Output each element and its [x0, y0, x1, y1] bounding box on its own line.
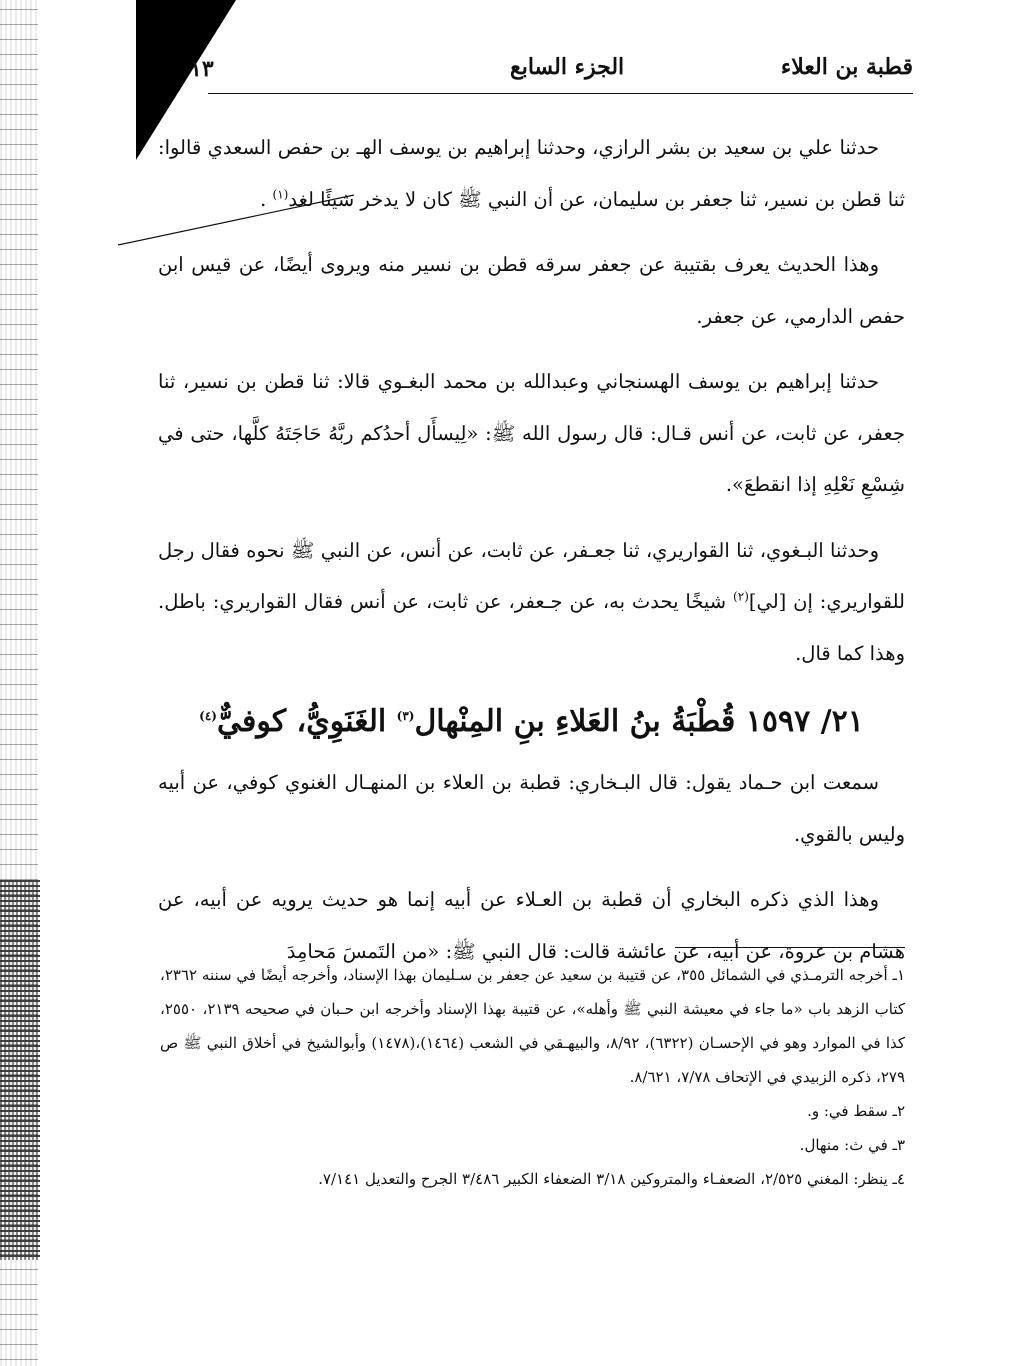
volume-title: الجزء السابع — [510, 54, 625, 80]
paragraph-6: وهذا الذي ذكره البخاري أن قطبة بن العـلاء عن أبيه إنما هو حديث يرويه عن أبيه، عن هشام بن عروة، عن أبيه، عن عائشة قالت: قال النبي ﷺ: «من التَمسَ مَحامِدَ — [158, 888, 905, 963]
footnote-2: ٢ـ سقط في: و. — [807, 1102, 905, 1120]
footnote-ref-1: (١) — [272, 187, 289, 201]
footnote-4: ٤ـ ينظر: المغني ٢/٥٢٥، الضعفـاء والمتروكين ٣/١٨ الضعفاء الكبير ٣/٤٨٦ الجرح والتعديل ٧/١٤١. — [318, 1170, 905, 1188]
page-number: ١٣ — [190, 56, 214, 82]
footnote-ref-2: (٢) — [733, 589, 749, 604]
footnote-ref-3: (٣) — [396, 709, 415, 723]
paragraph-4: وحدثنا البـغوي، ثنا القواريري، ثنا جعـفر، عن ثابت، عن أنس، عن النبي ﷺ نحوه فقال رجل للقواريري: إن [لي]$^{(٢)}$ شيخًا يحدث به، عن جـعفر، عن ثابت، عن أنس فقال القواريري: باطل. وهذا كما قال. — [158, 538, 905, 665]
footnote-3: ٣ـ في ث: منهال. — [799, 1136, 905, 1154]
page-header — [180, 54, 913, 90]
footnotes — [160, 958, 905, 1196]
scan-edge-artifact-dense — [0, 880, 40, 1260]
paragraph-5: سمعت ابن حـماد يقول: قال البـخاري: قطبة بن العلاء بن المنهـال الغنوي كوفي، عن أبيه وليس بالقوي. — [158, 771, 905, 846]
main-text — [158, 122, 905, 991]
paragraph-3: حدثنا إبراهيم بن يوسف الهسنجاني وعبدالله بن محمد البغـوي قالا: ثنا قطن بن نسير، ثنا جعفر، عن ثابت، عن أنس قـال: قال رسول الله ﷺ: «لِيسأَل أحدُكم ربَّهُ حَاجَتَهُ كلَّها، حتى في شِسْعِ نَعْلِهِ إذا انقطعَ». — [158, 370, 905, 496]
paragraph-1: حدثنا علي بن سعيد بن بشر الرازي، وحدثنا إبراهيم بن يوسف الهـ بن حفص السعدي قالوا: ثنا قطن بن نسير، ثنا جعفر بن سليمان، عن أن النبي ﷺ كان لا يدخر شيئًا لغد$^{(١)}$ . — [158, 136, 905, 211]
entry-heading: ٢١/ ١٥٩٧ قُطْبَةُ بنُ العَلاءِ بنِ المِنْهال$^{(٣)}$ الغَنَوِيُّ، كوفيٌّ$^{(٤)}$ — [199, 704, 864, 739]
footnote-ref-4: (٤) — [199, 709, 217, 723]
header-rule — [208, 93, 913, 94]
running-title: قطبة بن العلاء — [780, 54, 913, 80]
footnote-separator — [675, 947, 905, 948]
paragraph-2: وهذا الحديث يعرف بقتيبة عن جعفر سرقه قطن بن نسير منه ويروى أيضًا، عن قيس ابن حفص الدارمي، عن جعفر. — [158, 253, 905, 328]
footnote-1: ١ـ أخرجه الترمـذي في الشمائل ٣٥٥، عن قتيبة بن سعيد عن جعفر بن سـليمان بهذا الإسناد، وأخرجه أيضًا في سننه ٢٣٦٢، كتاب الزهد باب «ما جاء في معيشة النبي ﷺ وأهله»، عن قتيبة بهذا الإسناد وأخرجه ابن حـبان في صحيحه ٢١٣٩، ٢٥٥٠، كذا في الموارد وهو في الإحسـان (٦٣٢٢)، ٨/٩٢، والبيهـقي في الشعب (١٤٦٤)،(١٤٧٨) وأبوالشيخ في أخلاق النبي ﷺ ص ٢٧٩، ذكره الزبيدي في الإتحاف ٧/٧٨، ٨/٦٢١. — [160, 966, 906, 1086]
